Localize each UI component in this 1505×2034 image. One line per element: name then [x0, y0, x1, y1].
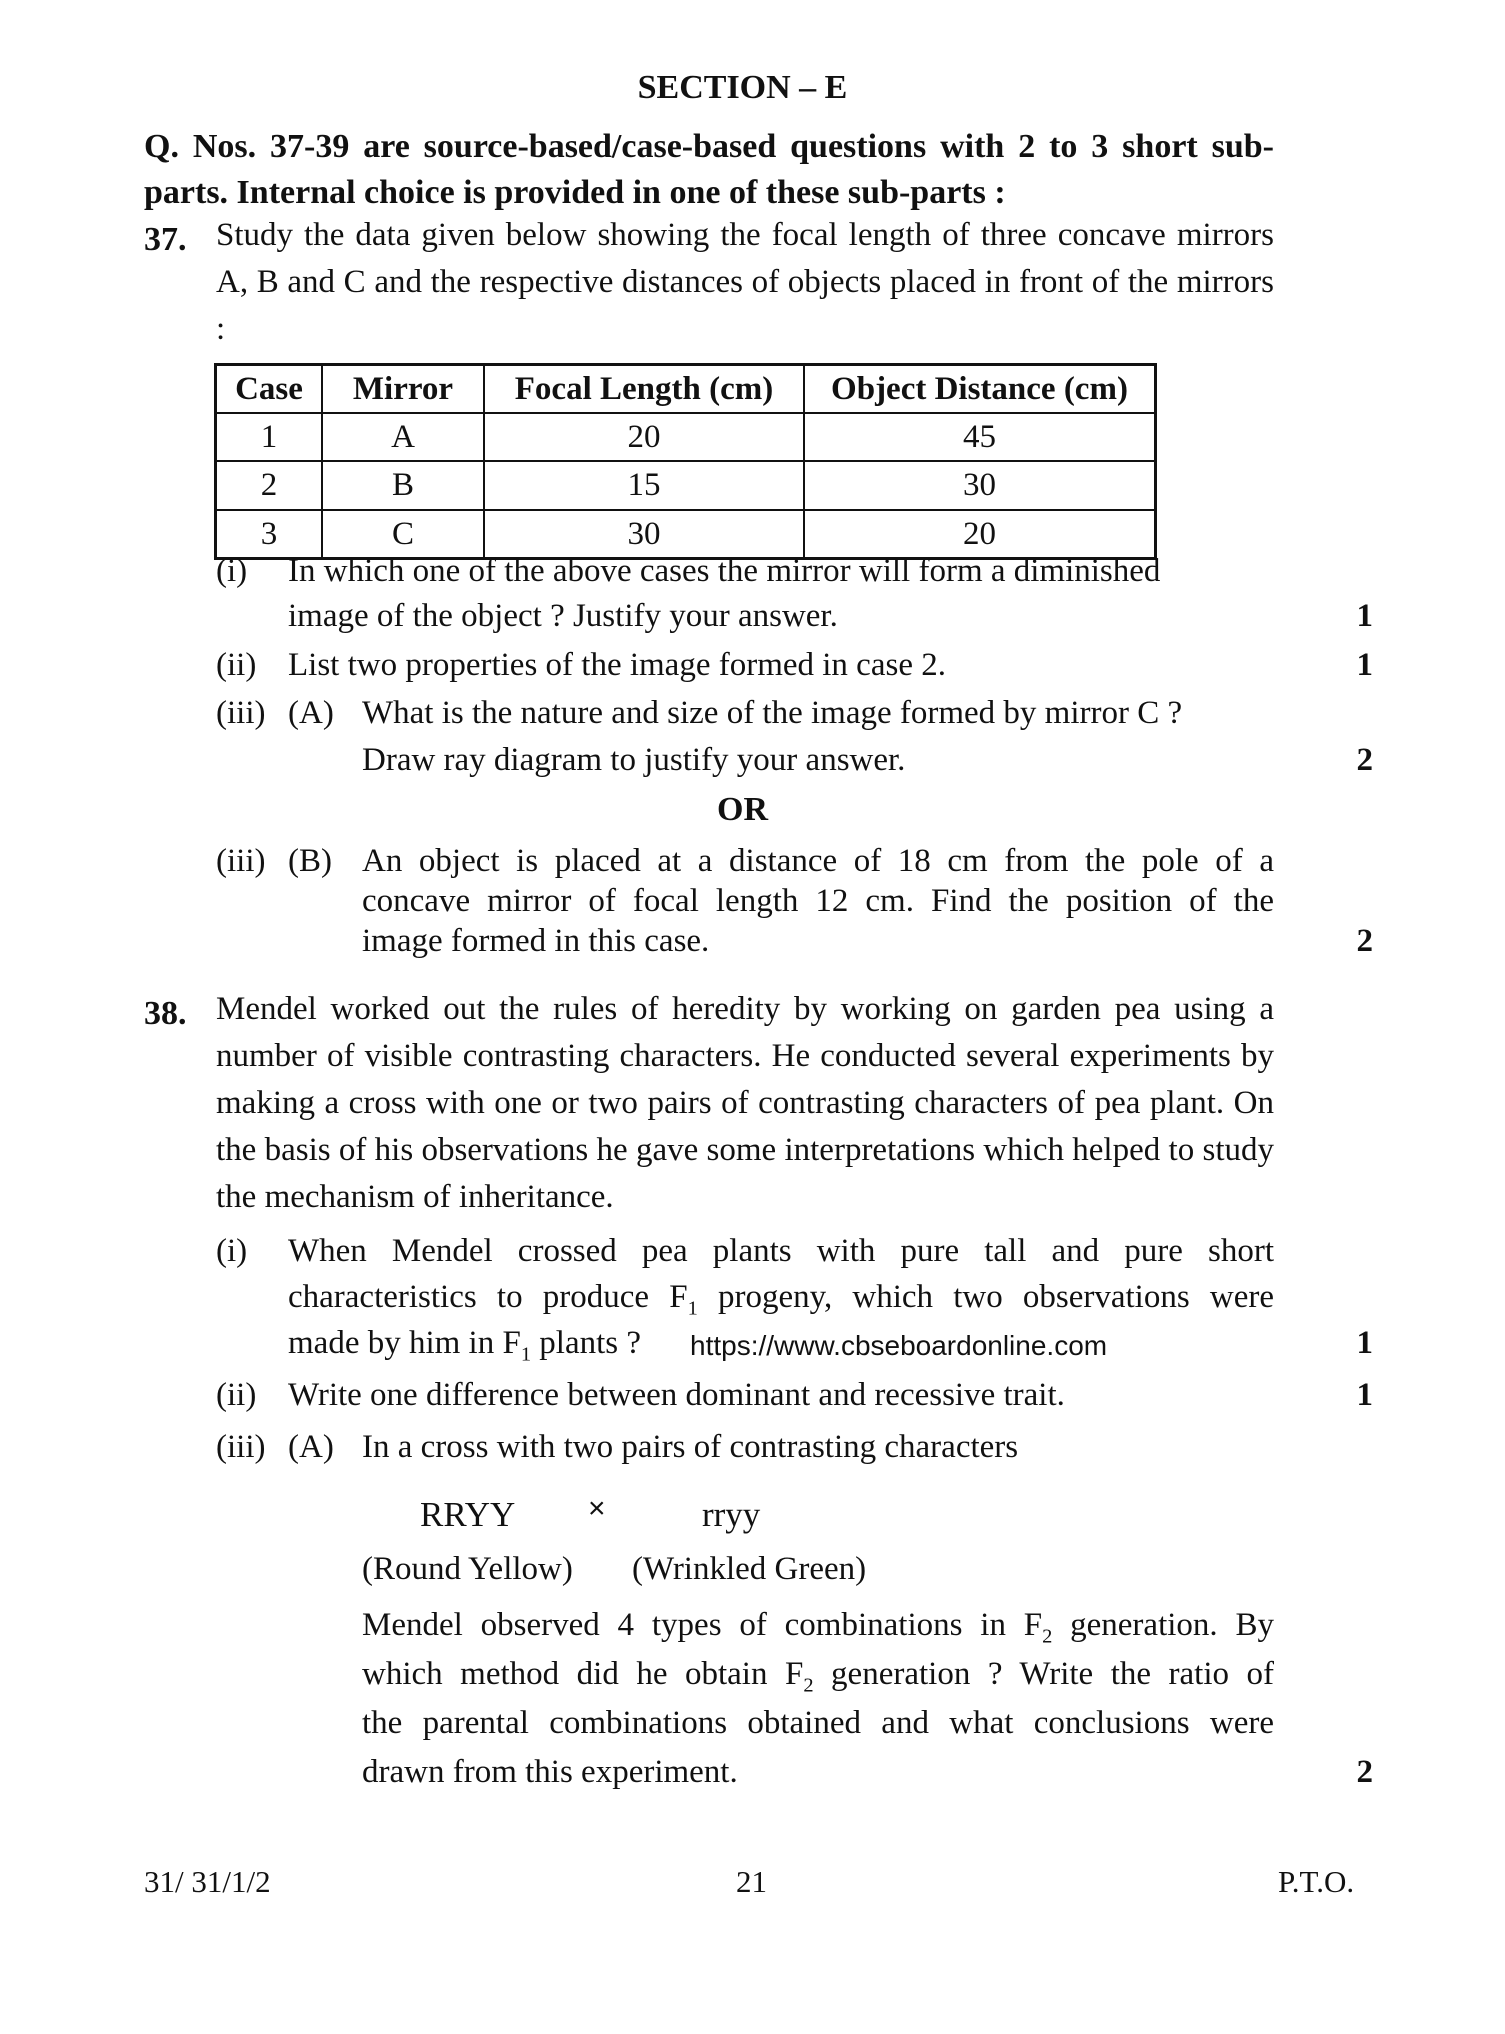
cross-parent-1: RRYY	[420, 1495, 516, 1534]
q37-part-i-label: (i)	[216, 553, 248, 589]
table-cell: 20	[484, 413, 804, 461]
q37-part-iii-a-label: (A)	[288, 695, 334, 731]
cross-parent-1-description: (Round Yellow)	[362, 1551, 573, 1587]
mirror-data-table	[214, 363, 1157, 560]
q37-part-i-line1: In which one of the above cases the mirror will form a diminished	[288, 553, 1161, 589]
q38-part-ii-label: (ii)	[216, 1377, 257, 1413]
table-header-mirror: Mirror	[322, 365, 484, 414]
q38-part-i-line2: characteristics to produce $F_1$ progeny, which two observations were	[288, 1279, 1274, 1320]
table-cell: A	[322, 413, 484, 461]
q38-part-i-marks: 1	[1356, 1325, 1373, 1361]
table-cell: 3	[216, 510, 323, 559]
table-row	[216, 461, 1156, 509]
q38-part-i-label: (i)	[216, 1233, 248, 1269]
q37-part-iii-label: (iii)	[216, 695, 266, 731]
table-cell: 30	[484, 510, 804, 559]
footer-paper-code: 31/ 31/1/2	[144, 1864, 271, 1899]
question-38-number: 38.	[144, 995, 187, 1032]
q37-part-iii-b-marks: 2	[1356, 923, 1373, 959]
section-heading: SECTION – E	[637, 69, 848, 106]
q38-part-iii-a-marks: 2	[1356, 1754, 1373, 1790]
footer-page-number: 21	[736, 1864, 767, 1899]
q38-part-i-line3: made by him in $F_1$ plants ?	[288, 1325, 642, 1366]
or-separator: OR	[717, 791, 768, 828]
q37-part-i-marks: 1	[1356, 598, 1373, 634]
table-header-case: Case	[216, 365, 323, 414]
q37-part-iii-a-line1: What is the nature and size of the image formed by mirror C ?	[362, 695, 1183, 731]
q38-part-iii-label: (iii)	[216, 1429, 266, 1465]
table-cell: 45	[804, 413, 1156, 461]
q37-part-iii-b-number: (iii)	[216, 843, 266, 879]
q37-part-iii-b-line3: image formed in this case.	[362, 923, 710, 959]
q37-part-iii-b-line2: concave mirror of focal length 12 cm. Find the position of the	[362, 883, 1274, 919]
table-cell: 20	[804, 510, 1156, 559]
table-cell: B	[322, 461, 484, 509]
source-url: https://www.cbseboardonline.com	[690, 1330, 1108, 1361]
q38-part-iii-a-text: In a cross with two pairs of contrasting characters	[362, 1429, 1019, 1465]
cross-parent-2-description: (Wrinkled Green)	[632, 1551, 867, 1587]
q37-part-ii-marks: 1	[1356, 647, 1373, 683]
cross-symbol: ×	[588, 1492, 606, 1525]
table-cell: C	[322, 510, 484, 559]
q37-part-ii-label: (ii)	[216, 647, 257, 683]
question-38-intro: Mendel worked out the rules of heredity by working on garden pea using a number of visible contrasting characters. He conducted several experiments by making a cross with one or two pairs of contrasting characters of pea plant. On the basis of his observations he gave some interpretations which helped to study the mechanism of inheritance.	[216, 991, 1274, 1215]
q38-part-iii-a-para-line4: drawn from this experiment.	[362, 1754, 738, 1790]
q38-part-ii-text: Write one difference between dominant and recessive trait.	[288, 1377, 1065, 1413]
section-instructions: Q. Nos. 37-39 are source-based/case-based questions with 2 to 3 short sub-parts. Internal choice is provided in one of these sub-parts :	[144, 128, 1274, 211]
table-cell: 1	[216, 413, 323, 461]
question-37-number: 37.	[144, 221, 187, 258]
q38-part-iii-a-para-line3: the parental combinations obtained and what conclusions were	[362, 1705, 1274, 1741]
q37-part-iii-b-line1: An object is placed at a distance of 18 cm from the pole of a	[362, 843, 1274, 879]
table-header-focal-length: Focal Length (cm)	[484, 365, 804, 414]
q37-part-ii-text: List two properties of the image formed in case 2.	[288, 647, 946, 683]
q38-part-i-line1: When Mendel crossed pea plants with pure tall and pure short	[288, 1233, 1274, 1269]
question-37-intro: Study the data given below showing the focal length of three concave mirrors A, B and C and the respective distances of objects placed in front of the mirrors :	[216, 217, 1274, 347]
q37-part-iii-a-line2: Draw ray diagram to justify your answer.	[362, 742, 906, 778]
q38-part-iii-a-para-line2: which method did he obtain $F_2$ generation ? Write the ratio of	[362, 1656, 1274, 1697]
q37-part-iii-a-marks: 2	[1356, 742, 1373, 778]
q37-part-i-line2: image of the object ? Justify your answer.	[288, 598, 838, 634]
table-cell: 2	[216, 461, 323, 509]
table-cell: 15	[484, 461, 804, 509]
table-cell: 30	[804, 461, 1156, 509]
table-row	[216, 413, 1156, 461]
q37-part-iii-b-label: (B)	[288, 843, 332, 879]
q38-part-ii-marks: 1	[1356, 1377, 1373, 1413]
q38-part-iii-a-label: (A)	[288, 1429, 334, 1465]
footer-pto: P.T.O.	[1278, 1864, 1355, 1899]
table-header-row	[216, 365, 1156, 414]
table-header-object-distance: Object Distance (cm)	[804, 365, 1156, 414]
cross-parent-2: rryy	[702, 1495, 761, 1534]
q38-part-iii-a-para-line1: Mendel observed 4 types of combinations in $F_2$ generation. By	[362, 1607, 1274, 1648]
